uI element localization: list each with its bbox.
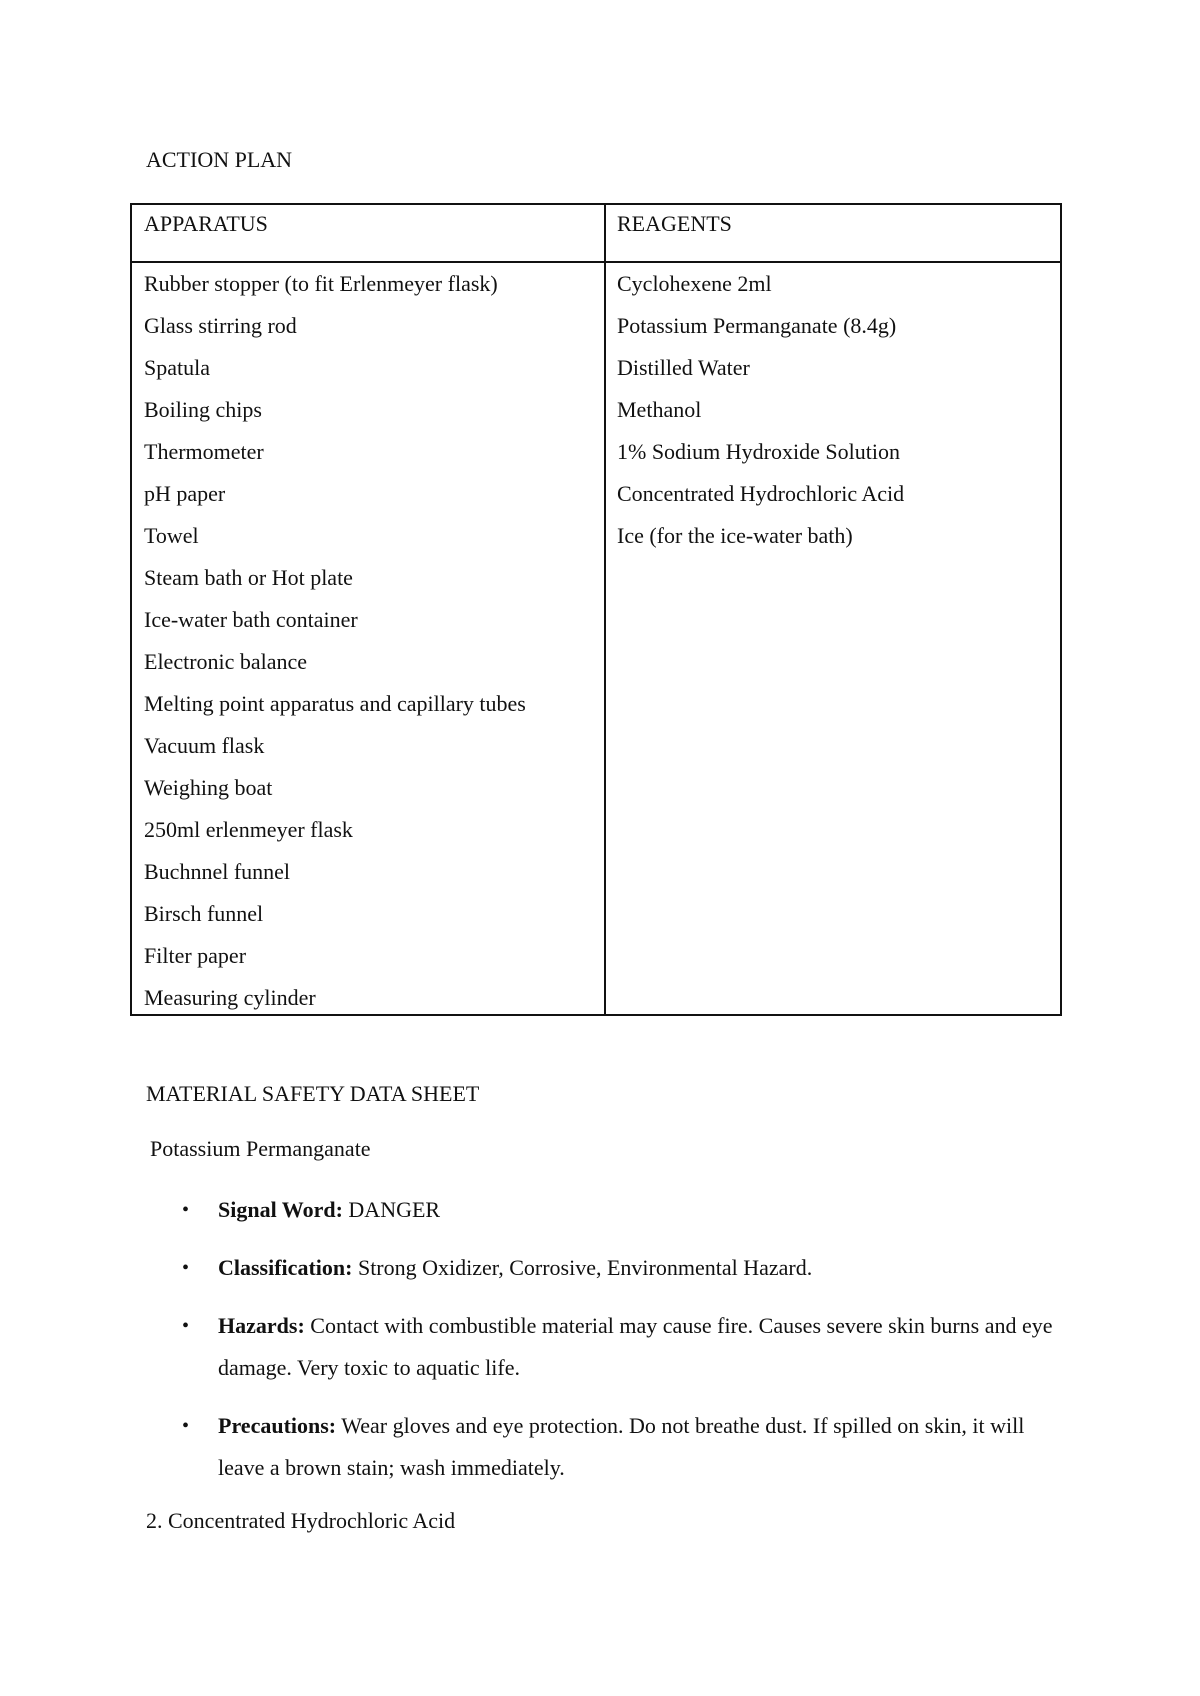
reagent-item: Distilled Water xyxy=(617,355,750,380)
bullet-icon: • xyxy=(182,1315,190,1337)
msds-title: MATERIAL SAFETY DATA SHEET xyxy=(146,1081,480,1106)
next-section-heading: 2. Concentrated Hydrochloric Acid xyxy=(146,1508,456,1533)
bullet-icon: • xyxy=(182,1257,190,1279)
apparatus-item: 250ml erlenmeyer flask xyxy=(144,817,353,842)
msds-bullet-list xyxy=(182,1189,1068,1505)
msds-item-label: Classification: xyxy=(218,1255,353,1280)
apparatus-item: Glass stirring rod xyxy=(144,313,297,338)
msds-item-label: Hazards: xyxy=(218,1313,305,1338)
apparatus-item: Birsch funnel xyxy=(144,901,264,926)
reagents-header: REAGENTS xyxy=(617,211,732,236)
substance-name: Potassium Permanganate xyxy=(150,1136,371,1161)
apparatus-item: Filter paper xyxy=(144,943,247,968)
bullet-icon: • xyxy=(182,1415,190,1437)
reagent-item: 1% Sodium Hydroxide Solution xyxy=(617,439,900,464)
msds-item-text: Contact with combustible material may cause fire. Causes severe skin burns and eye damage. Very toxic to aquatic life. xyxy=(218,1313,1053,1380)
apparatus-item: Buchnnel funnel xyxy=(144,859,291,884)
msds-item-precautions xyxy=(182,1405,1068,1489)
reagents-list xyxy=(617,263,1057,557)
msds-item-hazards xyxy=(182,1305,1068,1389)
apparatus-item: Thermometer xyxy=(144,439,264,464)
msds-item-signal-word xyxy=(182,1189,1068,1231)
apparatus-item: Spatula xyxy=(144,355,210,380)
reagent-item: Concentrated Hydrochloric Acid xyxy=(617,481,905,506)
reagent-item: Potassium Permanganate (8.4g) xyxy=(617,313,897,338)
reagent-item: Cyclohexene 2ml xyxy=(617,271,772,296)
bullet-icon: • xyxy=(182,1199,190,1221)
msds-item-text: DANGER xyxy=(342,1197,441,1222)
apparatus-item: Vacuum flask xyxy=(144,733,265,758)
action-plan-title: ACTION PLAN xyxy=(146,147,293,172)
reagent-item: Ice (for the ice-water bath) xyxy=(617,523,853,548)
msds-item-classification xyxy=(182,1247,1068,1289)
apparatus-item: Ice-water bath container xyxy=(144,607,358,632)
apparatus-item: Rubber stopper (to fit Erlenmeyer flask) xyxy=(144,271,498,296)
apparatus-item: Measuring cylinder xyxy=(144,985,316,1010)
apparatus-list xyxy=(144,263,594,1019)
apparatus-item: Towel xyxy=(144,523,199,548)
column-divider xyxy=(604,205,606,1014)
apparatus-header: APPARATUS xyxy=(144,211,268,236)
apparatus-item: Electronic balance xyxy=(144,649,308,674)
msds-item-label: Precautions: xyxy=(218,1413,337,1438)
apparatus-item: Melting point apparatus and capillary tubes xyxy=(144,691,526,716)
materials-table xyxy=(130,203,1062,1016)
apparatus-item: Steam bath or Hot plate xyxy=(144,565,353,590)
apparatus-item: pH paper xyxy=(144,481,226,506)
apparatus-item: Boiling chips xyxy=(144,397,262,422)
reagent-item: Methanol xyxy=(617,397,702,422)
msds-item-text: Strong Oxidizer, Corrosive, Environmental Hazard. xyxy=(352,1255,813,1280)
msds-item-label: Signal Word: xyxy=(218,1197,343,1222)
msds-item-text: Wear gloves and eye protection. Do not breathe dust. If spilled on skin, it will leave a brown stain; wash immediately. xyxy=(218,1413,1025,1480)
apparatus-item: Weighing boat xyxy=(144,775,273,800)
